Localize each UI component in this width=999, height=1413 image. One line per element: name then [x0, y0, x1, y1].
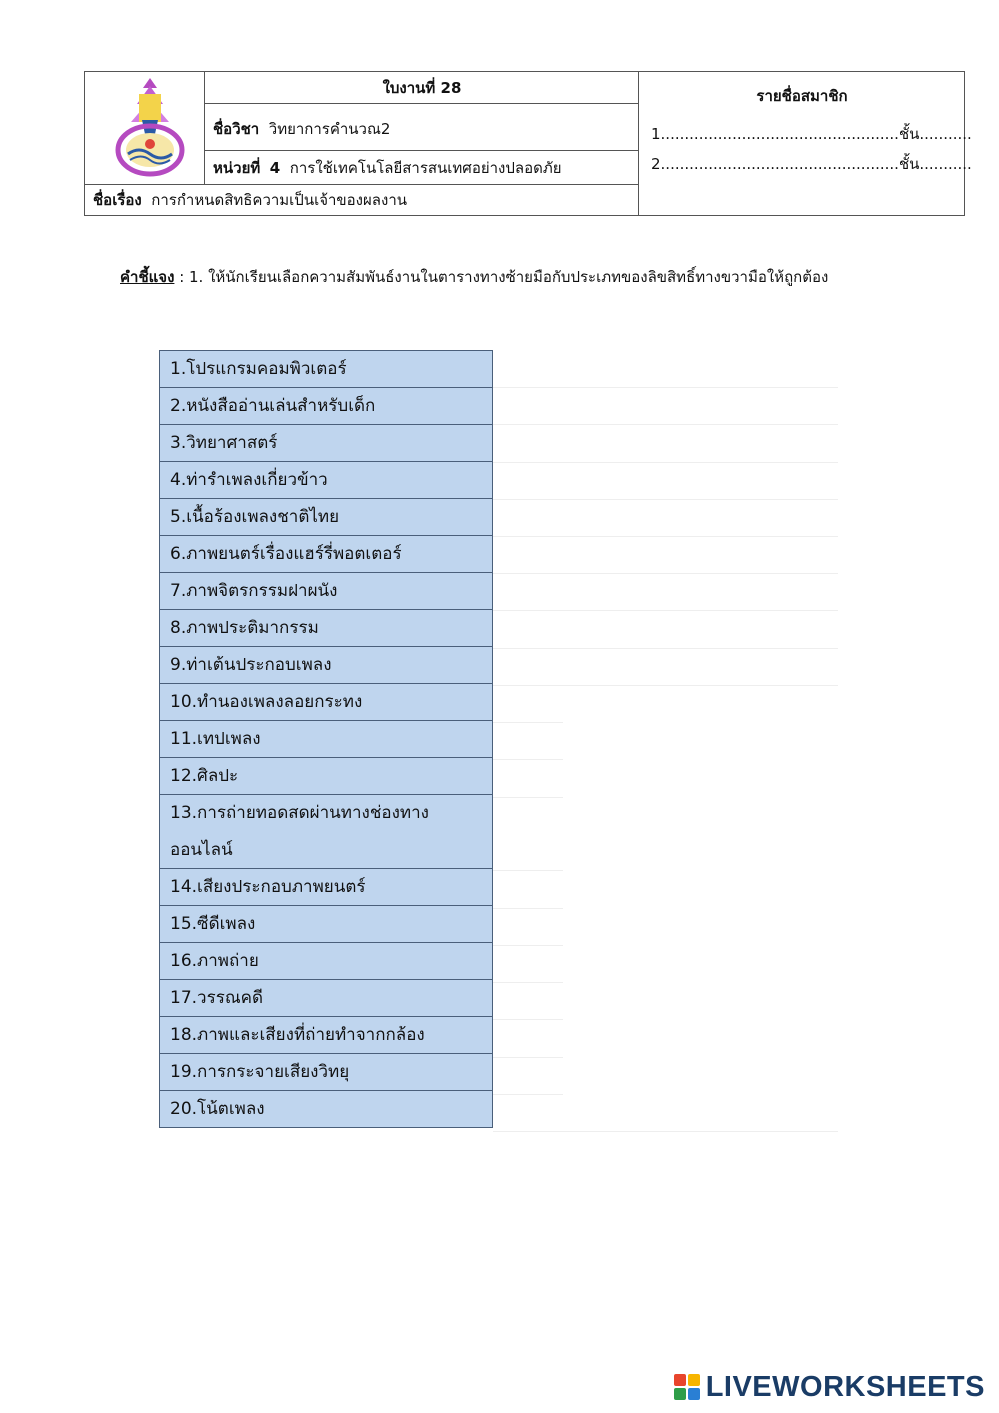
answer-guide-line: [493, 685, 838, 686]
list-item: 13.การถ่ายทอดสดผ่านทางช่องทางออนไลน์: [160, 794, 492, 868]
answer-guide-line: [493, 387, 838, 388]
list-item: 3.วิทยาศาสตร์: [160, 424, 492, 461]
school-logo-icon: [95, 74, 205, 184]
subject-value: วิทยาการคำนวณ2: [268, 120, 391, 138]
answer-guide-line: [493, 1057, 563, 1058]
unit-label: หน่วยที่: [213, 159, 261, 177]
answer-guide-line: [493, 722, 563, 723]
list-item: 14.เสียงประกอบภาพยนตร์: [160, 868, 492, 905]
list-item: 6.ภาพยนตร์เรื่องแฮร์รี่พอตเตอร์: [160, 535, 492, 572]
unit-row: [213, 151, 643, 185]
list-item: 4.ท่ารำเพลงเกี่ยวข้าว: [160, 461, 492, 498]
topic-row: [93, 185, 633, 216]
instructions-text: : 1. ให้นักเรียนเลือกความสัมพันธ์งานในตารางทางซ้ายมือกับประเภทของลิขสิทธิ์ทางขวามือให้ถูกต้อง: [174, 268, 829, 286]
list-item: 17.วรรณคดี: [160, 979, 492, 1016]
answer-guide-line: [493, 797, 563, 798]
list-item: 19.การกระจายเสียงวิทยุ: [160, 1053, 492, 1090]
answer-guide-line: [493, 573, 838, 574]
list-item: 9.ท่าเต้นประกอบเพลง: [160, 646, 492, 683]
members-title: รายชื่อสมาชิก: [756, 87, 848, 105]
liveworksheets-icon: [674, 1374, 700, 1400]
list-item: 7.ภาพจิตรกรรมฝาผนัง: [160, 572, 492, 609]
list-item: 18.ภาพและเสียงที่ถ่ายทำจากกล้อง: [160, 1016, 492, 1053]
list-item: 1.โปรแกรมคอมพิวเตอร์: [170, 359, 347, 379]
member-line-2: 2..................................................ชั้น...........: [651, 155, 972, 173]
answer-guide-line: [493, 424, 838, 425]
subject-row: [213, 104, 633, 151]
answer-guide-line: [493, 945, 563, 946]
worksheet-title: ใบงานที่ 28: [382, 79, 462, 97]
unit-number: 4: [269, 159, 281, 177]
answer-guide-line: [493, 536, 838, 537]
answer-guide-line: [493, 870, 563, 871]
liveworksheets-logo: [674, 1370, 985, 1404]
works-list: [159, 350, 493, 1128]
answer-guide-line: [493, 462, 838, 463]
member-line-1: 1..................................................ชั้น...........: [651, 125, 972, 143]
list-item: 2.หนังสืออ่านเล่นสำหรับเด็ก: [160, 387, 492, 424]
answer-guide-line: [493, 648, 838, 649]
answer-guide-line: [493, 1131, 838, 1132]
brand-name: LIVEWORKSHEETS: [705, 1370, 985, 1403]
instructions: [120, 262, 890, 292]
answer-guide-line: [493, 610, 838, 611]
list-item: 20.โน้ตเพลง: [160, 1090, 492, 1127]
worksheet-header: [84, 71, 972, 216]
list-item: 12.ศิลปะ: [160, 757, 492, 794]
answer-guide-line: [493, 1019, 563, 1020]
unit-value: การใช้เทคโนโลยีสารสนเทศอย่างปลอดภัย: [289, 159, 562, 177]
list-item: 15.ซีดีเพลง: [160, 905, 492, 942]
subject-label: ชื่อวิชา: [213, 120, 260, 138]
topic-label: ชื่อเรื่อง: [93, 191, 142, 209]
instructions-label: คำชี้แจง: [120, 268, 175, 286]
list-item: 11.เทปเพลง: [160, 720, 492, 757]
list-item: 8.ภาพประติมากรรม: [160, 609, 492, 646]
answer-guide-line: [493, 1094, 563, 1095]
list-item: 10.ทำนองเพลงลอยกระทง: [160, 683, 492, 720]
answer-guide-line: [493, 759, 563, 760]
list-item: 16.ภาพถ่าย: [160, 942, 492, 979]
answer-guide-line: [493, 908, 563, 909]
list-item: 5.เนื้อร้องเพลงชาติไทย: [160, 498, 492, 535]
answer-guide-line: [493, 982, 563, 983]
topic-value: การกำหนดสิทธิความเป็นเจ้าของผลงาน: [151, 191, 407, 209]
answer-guide-line: [493, 499, 838, 500]
